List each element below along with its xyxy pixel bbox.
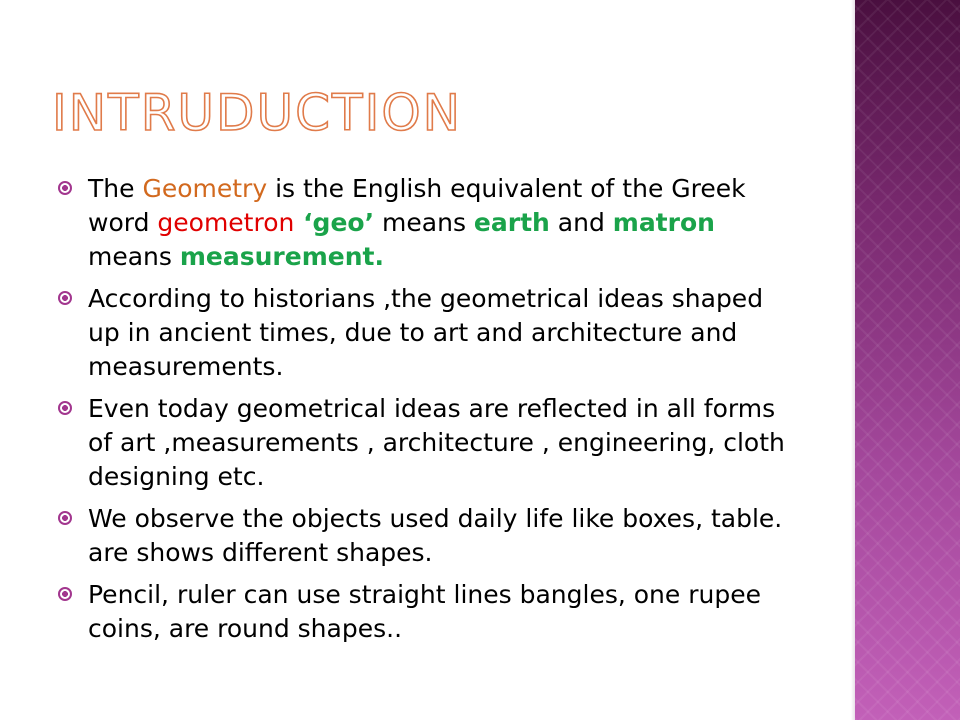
bullet-text: Pencil, ruler can use straight lines bangles, one rupee coins, are round shapes.. — [88, 580, 761, 643]
bullet-text: Even today geometrical ideas are reflected in all forms of art ,measurements , architecture , engineering, cloth designing etc. — [88, 394, 785, 491]
bullet-icon — [58, 181, 72, 195]
bullet-icon — [58, 291, 72, 305]
bullet-text — [88, 174, 746, 271]
highlight-earth: earth — [473, 208, 550, 237]
text-run: The — [88, 174, 143, 203]
bullet-icon — [58, 511, 72, 525]
text-run: means — [88, 242, 180, 271]
slide-title: INTRUDUCTION — [52, 84, 463, 142]
highlight-geo: ‘geo’ — [294, 208, 375, 237]
bullet-item-4 — [56, 502, 801, 570]
bullet-icon — [58, 587, 72, 601]
highlight-geometry: Geometry — [142, 174, 268, 203]
bullet-item-3 — [56, 392, 801, 494]
bullet-item-1 — [56, 172, 801, 274]
bullet-text: According to historians ,the geometrical ideas shaped up in ancient times, due to art and architecture and measurements. — [88, 284, 764, 381]
bullet-item-2 — [56, 282, 801, 384]
bullet-item-5 — [56, 578, 801, 646]
decorative-side-band — [855, 0, 960, 720]
bullet-icon — [58, 401, 72, 415]
bullet-text: We observe the objects used daily life like boxes, table. are shows different shapes. — [88, 504, 783, 567]
highlight-matron: matron — [612, 208, 715, 237]
text-run: means — [374, 208, 474, 237]
highlight-geometron: geometron — [157, 208, 295, 237]
text-run: is the English equivalent of the Greek word — [88, 174, 746, 237]
text-run: and — [549, 208, 613, 237]
highlight-measurement: measurement. — [179, 242, 384, 271]
bullet-list — [56, 172, 801, 654]
